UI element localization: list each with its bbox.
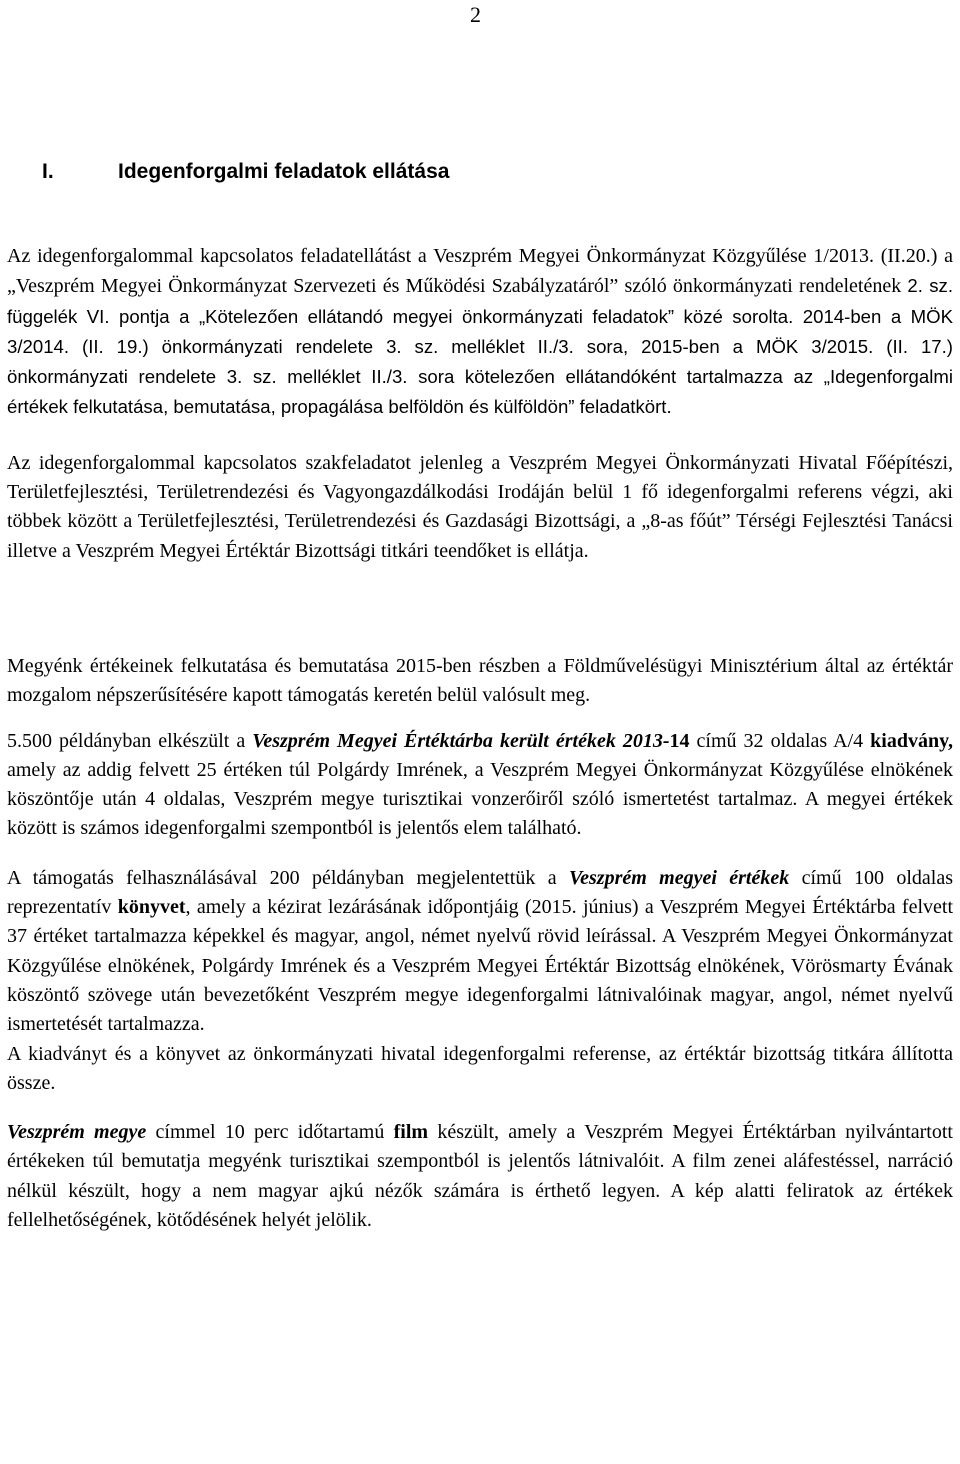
paragraph-legal-basis-a: Az idegenforgalommal kapcsolatos feladatellátást a Veszprém Megyei Önkormányzat Közgyűlése 1/2013. (II.20.) a „Veszprém Megyei Önkormányzat Szervezeti és Működési Szabályzatáról” szóló önkormányzati rendeletének xyxy=(7,245,953,298)
publication-bold-word: kiadvány, xyxy=(870,729,953,752)
paragraph-book xyxy=(7,864,953,1040)
book-bold-word: könyvet xyxy=(117,896,186,919)
paragraph-legal-basis xyxy=(7,242,953,423)
paragraph-legal-basis-b: 2. sz. függelék VI. pontja a „Kötelezően ellátandó megyei önkormányzati feladatok” közé sorolta. 2014-ben a MÖK 3/2014. (II. 19.) önkormányzati rendelete 3. sz. melléklet II./3. sora, 2015-ben a MÖK 3/2015. (II. 17.) önkormányzati rendelete 3. sz. melléklet II./3. sora kötelezően ellátandóként tartalmazza az „Idegenforgalmi értékek felkutatása, bemutatása, propagálása belföldön és külföldön” feladatkört. xyxy=(7,275,954,418)
publication-title: Veszprém Megyei Értéktárba került értékek 2013- xyxy=(252,729,670,752)
paragraph-film xyxy=(7,1118,953,1235)
film-title: Veszprém megye xyxy=(7,1121,147,1144)
paragraph-publication xyxy=(7,727,953,844)
film-bold-word: film xyxy=(393,1121,429,1144)
paragraph-staffing: Az idegenforgalommal kapcsolatos szakfeladatot jelenleg a Veszprém Megyei Önkormányzati Hivatal Főépítészi, Területfejlesztési, Területrendezési és Vagyongazdálkodási Irodáján belül 1 fő idegenforgalmi referens végzi, aki többek között a Területfejlesztési, Területrendezési és Gazdasági Bizottsági, a „8-as főút” Térségi Fejlesztési Tanácsi illetve a Veszprém Megyei Értéktár Bizottsági titkári teendőket is ellátja. xyxy=(7,451,953,562)
section-title: Idegenforgalmi feladatok ellátása xyxy=(118,160,450,183)
document-body xyxy=(7,242,953,1235)
section-number: I. xyxy=(42,160,54,183)
publication-title-year: 14 xyxy=(669,729,690,752)
book-text-3: , amely a kézirat lezárásának időpontjáig (2015. június) a Veszprém Megyei Értéktárba felvett 37 értéket tartalmazza képekkel és magyar, angol, német nyelvű rövid leírással. A Veszprém Megyei Önkormányzat Közgyűlése elnökének, Polgárdy Imrének és a Veszprém Megyei Értéktár Bizottság elnökének, Vörösmarty Évának köszöntő szövege után bevezetőként Veszprém megye idegenforgalmi látnivalóinak magyar, angol, német nyelvű ismertetését tartalmazza. xyxy=(7,896,953,1036)
book-title: Veszprém megyei értékek xyxy=(569,866,790,889)
book-text-2: című 100 oldalas reprezentatív xyxy=(7,866,954,919)
film-text-1: címmel 10 perc időtartamú xyxy=(146,1121,394,1144)
section-heading xyxy=(42,158,449,186)
paragraph-compiler: A kiadványt és a könyvet az önkormányzati hivatal idegenforgalmi referense, az értéktár bizottság titkára állította össze. xyxy=(7,1042,953,1094)
book-text-1: A támogatás felhasználásával 200 példányban megjelentettük a xyxy=(7,866,569,889)
publication-text-1: 5.500 példányban elkészült a xyxy=(7,729,253,752)
page-number: 2 xyxy=(470,2,481,27)
film-text-2: készült, amely a Veszprém Megyei Értéktárban nyilvántartott értékeken túl bemutatja megyénk turisztikai szempontból is jelentős látnivalóit. A film zenei aláfestéssel, narráció nélkül készült, hogy a nem magyar ajkú nézők számára is érthető legyen. A kép alatti feliratok az értékek fellelhetőségének, kötődésének helyét jelölik. xyxy=(7,1121,953,1232)
publication-text-2: című 32 oldalas A/4 xyxy=(689,729,871,752)
publication-text-3: amely az addig felvett 25 értéken túl Polgárdy Imrének, a Veszprém Megyei Önkormányzat Közgyűlése elnökének köszöntője után 4 oldalas, Veszprém megye turisztikai vonzerőiről szóló ismertetést tartalmaz. A megyei értékek között is számos idegenforgalmi szempontból is jelentős elem található. xyxy=(7,758,953,840)
paragraph-funding: Megyénk értékeinek felkutatása és bemutatása 2015-ben részben a Földművelésügyi Minisztérium által az értéktár mozgalom népszerűsítésére kapott támogatás keretén belül valósult meg. xyxy=(7,654,953,707)
